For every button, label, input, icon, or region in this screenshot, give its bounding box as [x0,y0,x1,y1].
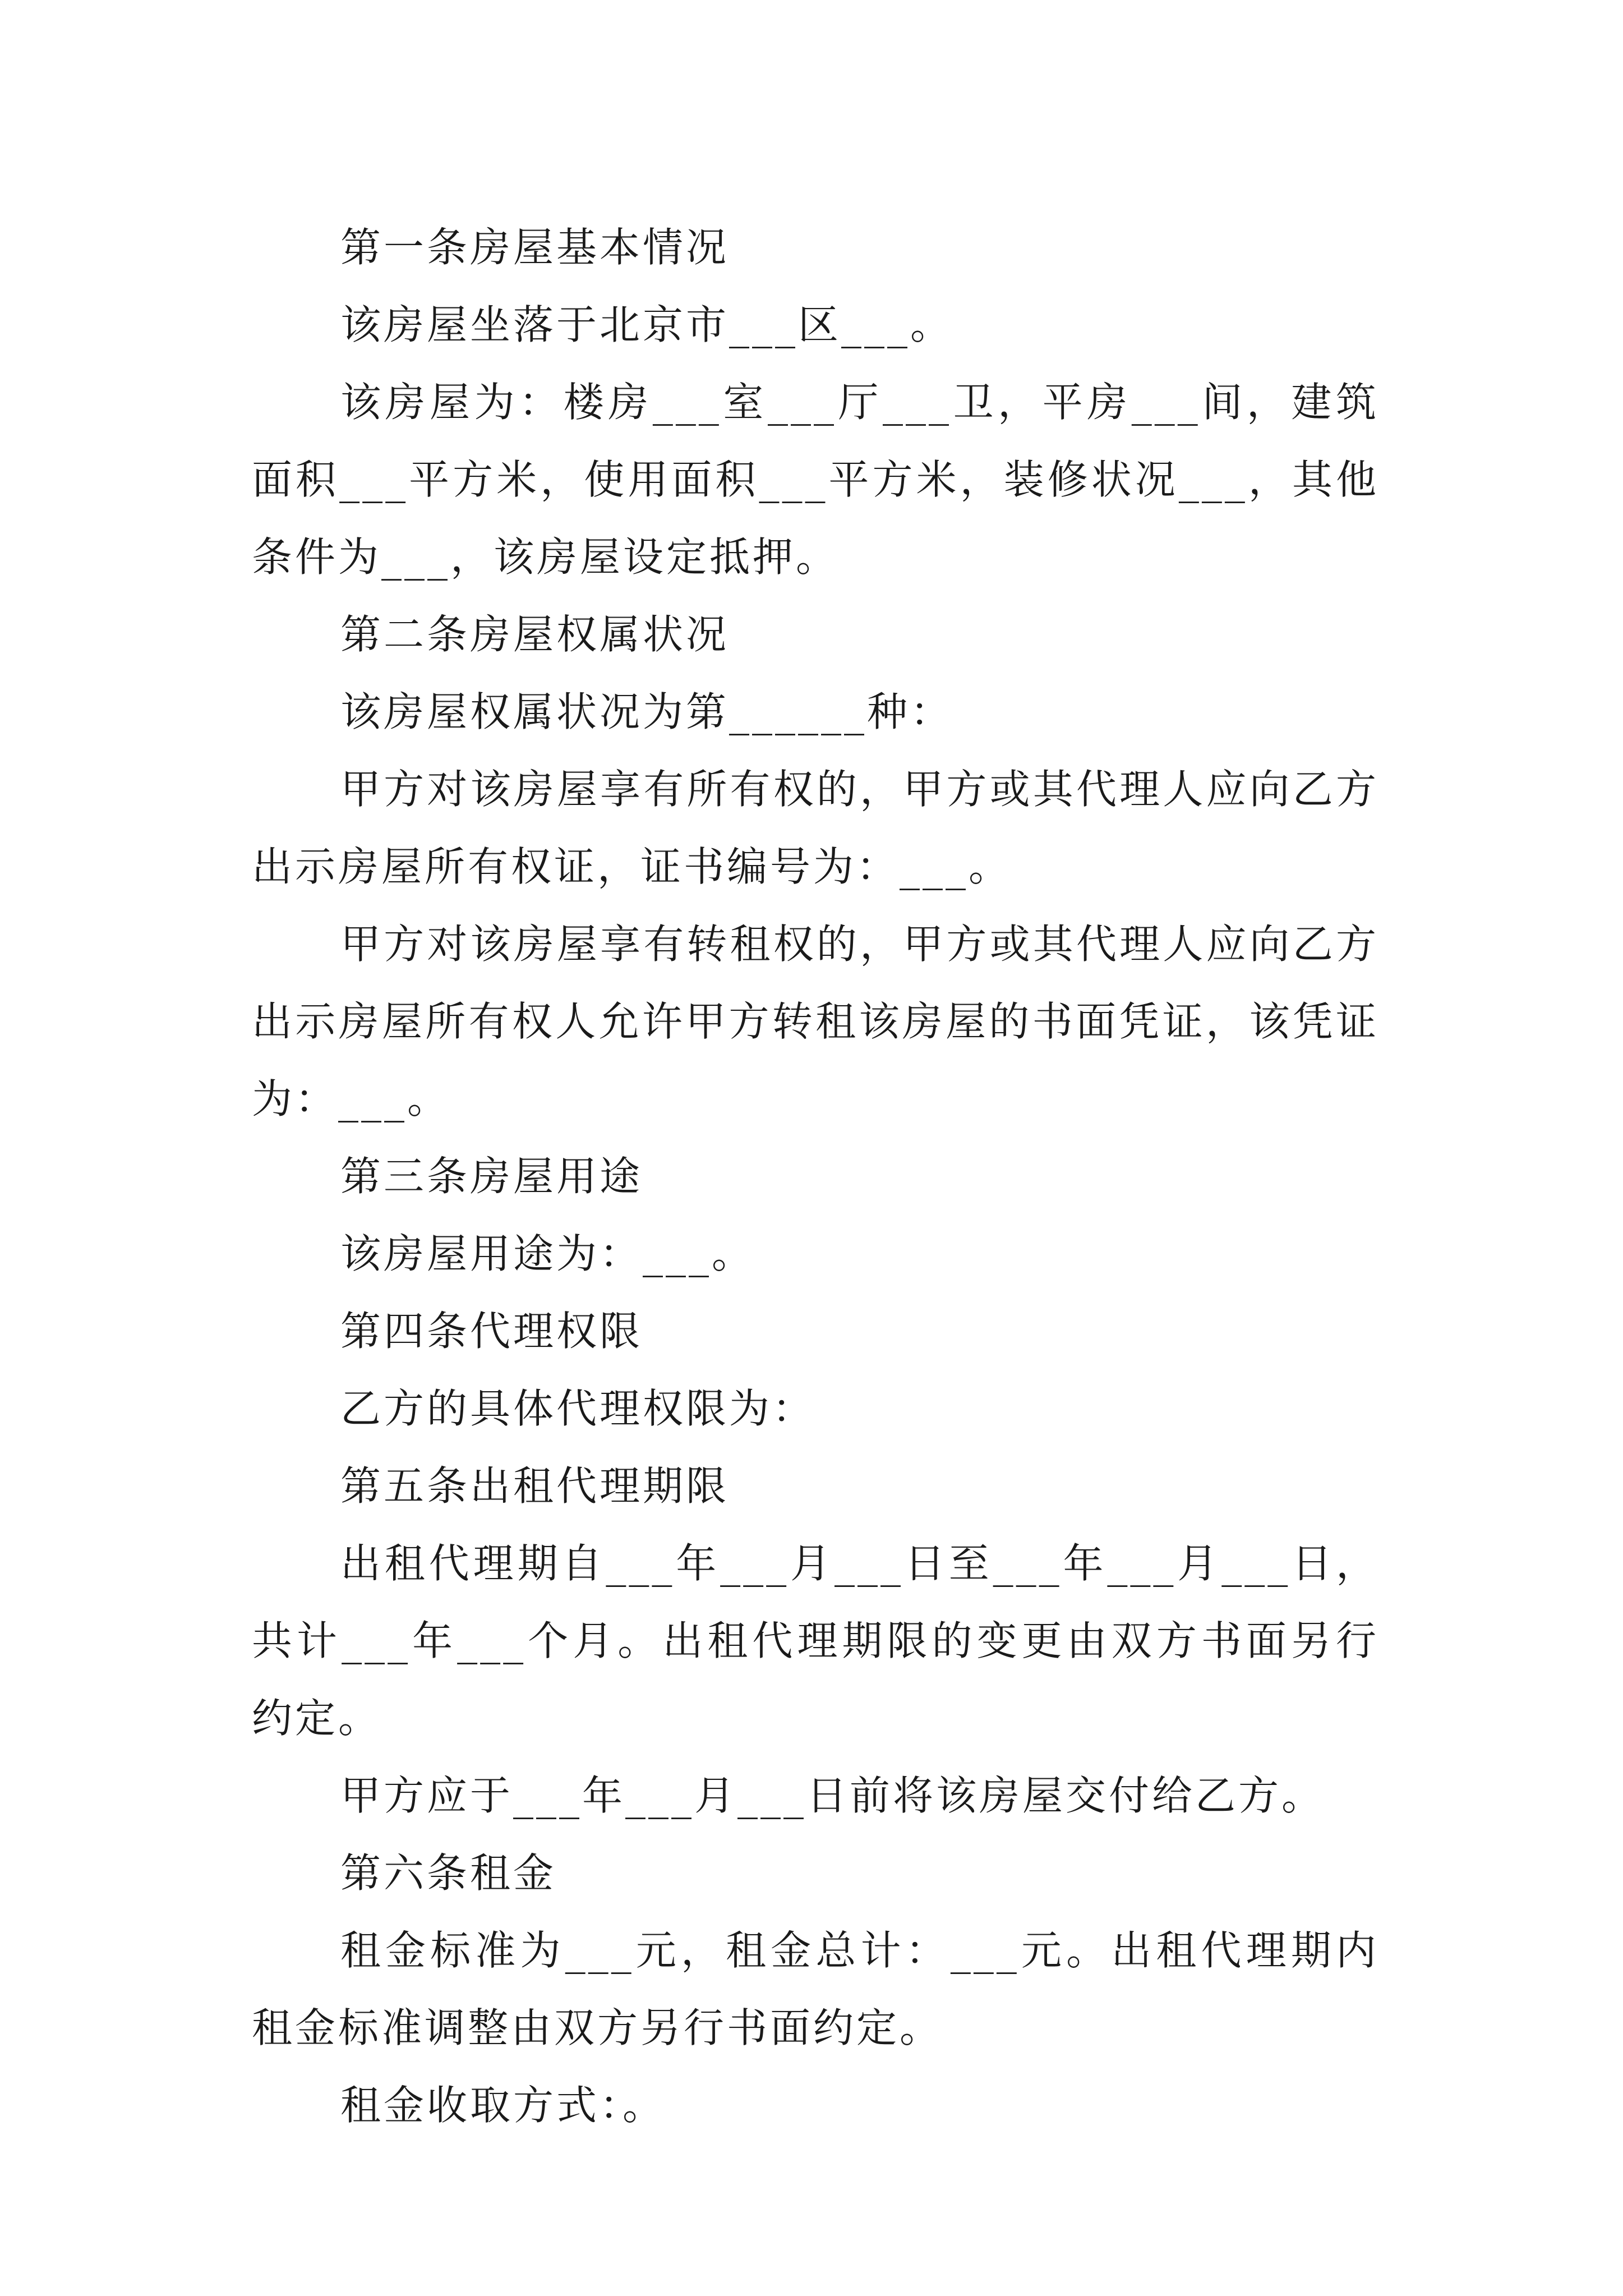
document-body [252,209,1379,2144]
paragraph-agency-period: 出租代理期自___年___月___日至___年___月___日，共计___年___个月。出租代理期限的变更由双方书面另行约定。 [252,1540,1379,1742]
paragraph-rent-standard: 租金标准为___元，租金总计：___元。出租代理期内租金标准调整由双方另行书面约定。 [252,1927,1379,2051]
section-heading-3: 第三条房屋用途 [340,1153,643,1200]
section-heading-2: 第二条房屋权属状况 [340,611,730,658]
paragraph-delivery-date: 甲方应于___年___月___日前将该房屋交付给乙方。 [340,1772,1325,1819]
paragraph-location: 该房屋坐落于北京市___区___。 [340,301,954,348]
section-heading-6: 第六条租金 [340,1849,557,1897]
section-heading-5: 第五条出租代理期限 [340,1462,730,1510]
paragraph-rent-collection: 租金收取方式：。 [340,2082,666,2129]
section-heading-4: 第四条代理权限 [340,1308,643,1355]
paragraph-agency-scope: 乙方的具体代理权限为： [340,1385,816,1432]
paragraph-ownership-right: 甲方对该房屋享有所有权的，甲方或其代理人应向乙方出示房屋所有权证，证书编号为：___。 [252,766,1379,890]
paragraph-ownership-type: 该房屋权属状况为第______种： [340,688,954,735]
paragraph-usage: 该房屋用途为：___。 [340,1230,755,1277]
paragraph-house-type: 该房屋为：楼房___室___厅___卫，平房___间，建筑面积___平方米，使用面积___平方米，装修状况___，其他条件为___，该房屋设定抵押。 [252,379,1379,581]
section-heading-1: 第一条房屋基本情况 [340,224,730,271]
paragraph-sublease-right: 甲方对该房屋享有转租权的，甲方或其代理人应向乙方出示房屋所有权人允许甲方转租该房屋的书面凭证，该凭证为：___。 [252,921,1379,1122]
